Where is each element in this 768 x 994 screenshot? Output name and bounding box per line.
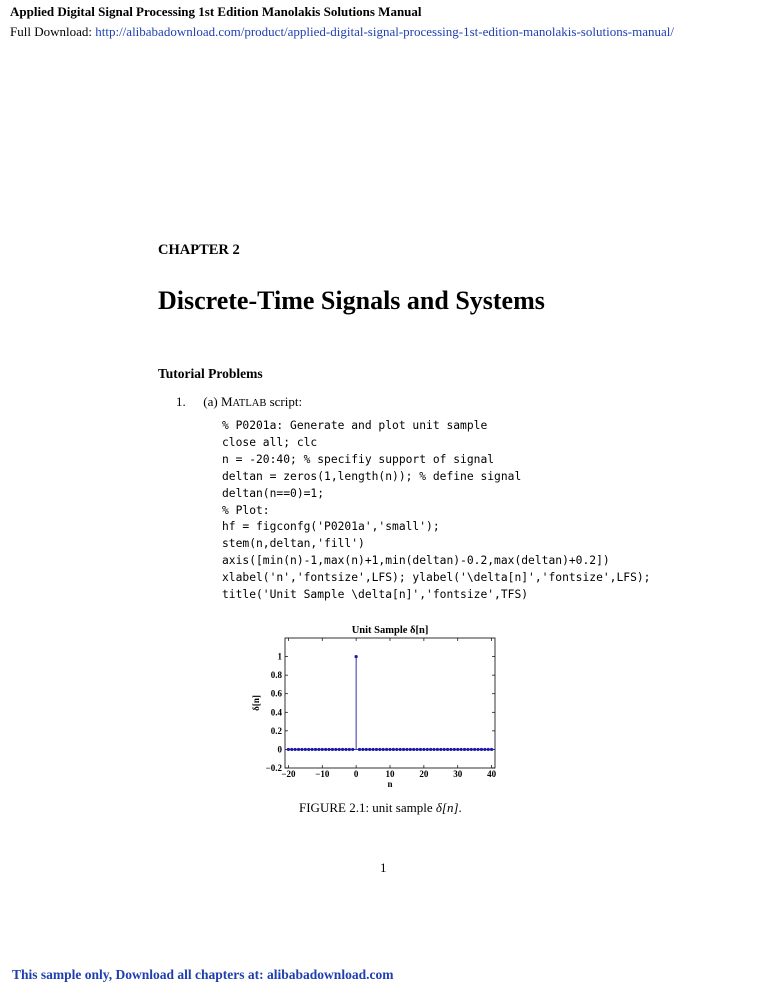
unit-sample-chart xyxy=(240,616,530,794)
problem-part: (a) xyxy=(203,394,218,409)
stem-marker xyxy=(429,748,432,751)
stem-marker xyxy=(476,748,479,751)
code-line: axis([min(n)-1,max(n)+1,min(deltan)-0.2,max(deltan)+0.2]) xyxy=(222,554,610,568)
stem-marker xyxy=(405,748,408,751)
stem-marker xyxy=(399,748,402,751)
caption-end: . xyxy=(458,800,462,815)
chart-title: Unit Sample δ[n] xyxy=(351,625,429,636)
code-line: n = -20:40; % specifiy support of signal xyxy=(222,452,495,466)
stem-marker xyxy=(327,748,330,751)
stem-marker xyxy=(388,748,391,751)
stem-marker xyxy=(395,748,398,751)
stem-marker xyxy=(439,748,442,751)
stem-marker xyxy=(487,748,490,751)
caption-label: FIGURE 2.1: unit sample xyxy=(299,800,436,815)
stem-marker xyxy=(371,748,374,751)
stem-marker xyxy=(483,748,486,751)
stem-marker xyxy=(443,748,446,751)
document-header-title: Applied Digital Signal Processing 1st Edition Manolakis Solutions Manual xyxy=(10,4,422,19)
footer-download-note: This sample only, Download all chapters at: alibabadownload.com xyxy=(12,967,394,982)
stem-marker xyxy=(317,748,320,751)
stem-marker xyxy=(290,748,293,751)
stem-marker xyxy=(456,748,459,751)
y-axis-label: δ[n] xyxy=(251,695,261,711)
problem-number: 1. xyxy=(176,394,186,409)
stem-marker xyxy=(385,748,388,751)
code-line: % Plot: xyxy=(222,503,270,517)
script-label: script: xyxy=(266,394,303,409)
stem-marker xyxy=(453,748,456,751)
stem-marker xyxy=(402,748,405,751)
download-label: Full Download: xyxy=(10,24,96,39)
code-line: hf = figconfg('P0201a','small'); xyxy=(222,520,440,534)
chapter-label: CHAPTER 2 xyxy=(158,242,240,258)
download-line xyxy=(10,24,674,40)
stem-marker xyxy=(287,748,290,751)
stem-marker xyxy=(449,748,452,751)
stem-marker xyxy=(422,748,425,751)
stem-marker xyxy=(331,748,334,751)
x-axis-label: n xyxy=(387,779,393,789)
stem-marker xyxy=(412,748,415,751)
chapter-title: Discrete-Time Signals and Systems xyxy=(158,286,545,315)
stem-marker xyxy=(307,748,310,751)
y-tick-label: −0.2 xyxy=(265,763,282,773)
x-tick-label: 20 xyxy=(419,769,429,779)
stem-marker xyxy=(466,748,469,751)
figure-caption xyxy=(299,800,462,816)
stem-marker xyxy=(415,748,418,751)
problem-item xyxy=(176,394,302,410)
code-line: % P0201a: Generate and plot unit sample xyxy=(222,419,488,432)
stem-marker xyxy=(436,748,439,751)
stem-marker xyxy=(351,748,354,751)
stem-marker xyxy=(344,748,347,751)
stem-marker xyxy=(355,655,358,658)
y-tick-label: 0.6 xyxy=(270,688,282,699)
page-number: 1 xyxy=(380,860,387,875)
stem-marker xyxy=(490,748,493,751)
x-tick-label: 40 xyxy=(487,769,497,779)
code-line: close all; clc xyxy=(222,435,318,449)
stem-marker xyxy=(310,748,313,751)
x-tick-label: 30 xyxy=(453,769,463,779)
stem-marker xyxy=(382,748,385,751)
code-line: deltan(n==0)=1; xyxy=(222,486,325,500)
y-tick-label: 1 xyxy=(277,651,282,662)
stem-marker xyxy=(426,748,429,751)
stem-marker xyxy=(378,748,381,751)
stem-marker xyxy=(375,748,378,751)
stem-marker xyxy=(348,748,351,751)
stem-marker xyxy=(324,748,327,751)
stem-marker xyxy=(409,748,412,751)
code-line: xlabel('n','fontsize',LFS); ylabel('\delta[n]','fontsize',LFS); xyxy=(222,571,651,585)
stem-marker xyxy=(338,748,341,751)
matlab-initial: M xyxy=(220,394,233,409)
y-tick-label: 0.2 xyxy=(270,725,282,736)
stem-marker xyxy=(432,748,435,751)
matlab-word xyxy=(221,394,266,409)
y-tick-label: 0 xyxy=(277,744,282,755)
stem-marker xyxy=(300,748,303,751)
section-heading: Tutorial Problems xyxy=(158,366,263,381)
matlab-code-block xyxy=(222,418,650,604)
stem-marker xyxy=(361,748,364,751)
code-line: deltan = zeros(1,length(n)); % define signal xyxy=(222,469,522,483)
stem-marker xyxy=(314,748,317,751)
stem-marker xyxy=(470,748,473,751)
stem-marker xyxy=(446,748,449,751)
x-tick-label: 10 xyxy=(385,769,395,779)
stem-marker xyxy=(480,748,483,751)
matlab-smallcaps: ATLAB xyxy=(232,398,267,409)
y-tick-label: 0.8 xyxy=(270,670,282,681)
stem-marker xyxy=(463,748,466,751)
stem-marker xyxy=(473,748,476,751)
stem-marker xyxy=(334,748,337,751)
stem-marker xyxy=(365,748,368,751)
stem-marker xyxy=(368,748,371,751)
stem-marker xyxy=(392,748,395,751)
stem-marker xyxy=(321,748,324,751)
stem-marker xyxy=(460,748,463,751)
code-line: title('Unit Sample \delta[n]','fontsize',TFS) xyxy=(222,588,529,602)
x-tick-label: −20 xyxy=(281,769,296,779)
download-link[interactable]: http://alibabadownload.com/product/applied-digital-signal-processing-1st-edition-manolakis-solutions-manual/ xyxy=(95,24,674,39)
stem-marker xyxy=(297,748,300,751)
stem-marker xyxy=(419,748,422,751)
x-tick-label: −10 xyxy=(315,769,330,779)
stem-marker xyxy=(294,748,297,751)
caption-symbol: δ[n] xyxy=(435,800,459,815)
stem-marker xyxy=(341,748,344,751)
code-line: stem(n,deltan,'fill') xyxy=(222,537,365,551)
y-tick-label: 0.4 xyxy=(270,707,282,718)
stem-marker xyxy=(304,748,307,751)
x-tick-label: 0 xyxy=(353,769,359,779)
stem-marker xyxy=(358,748,361,751)
